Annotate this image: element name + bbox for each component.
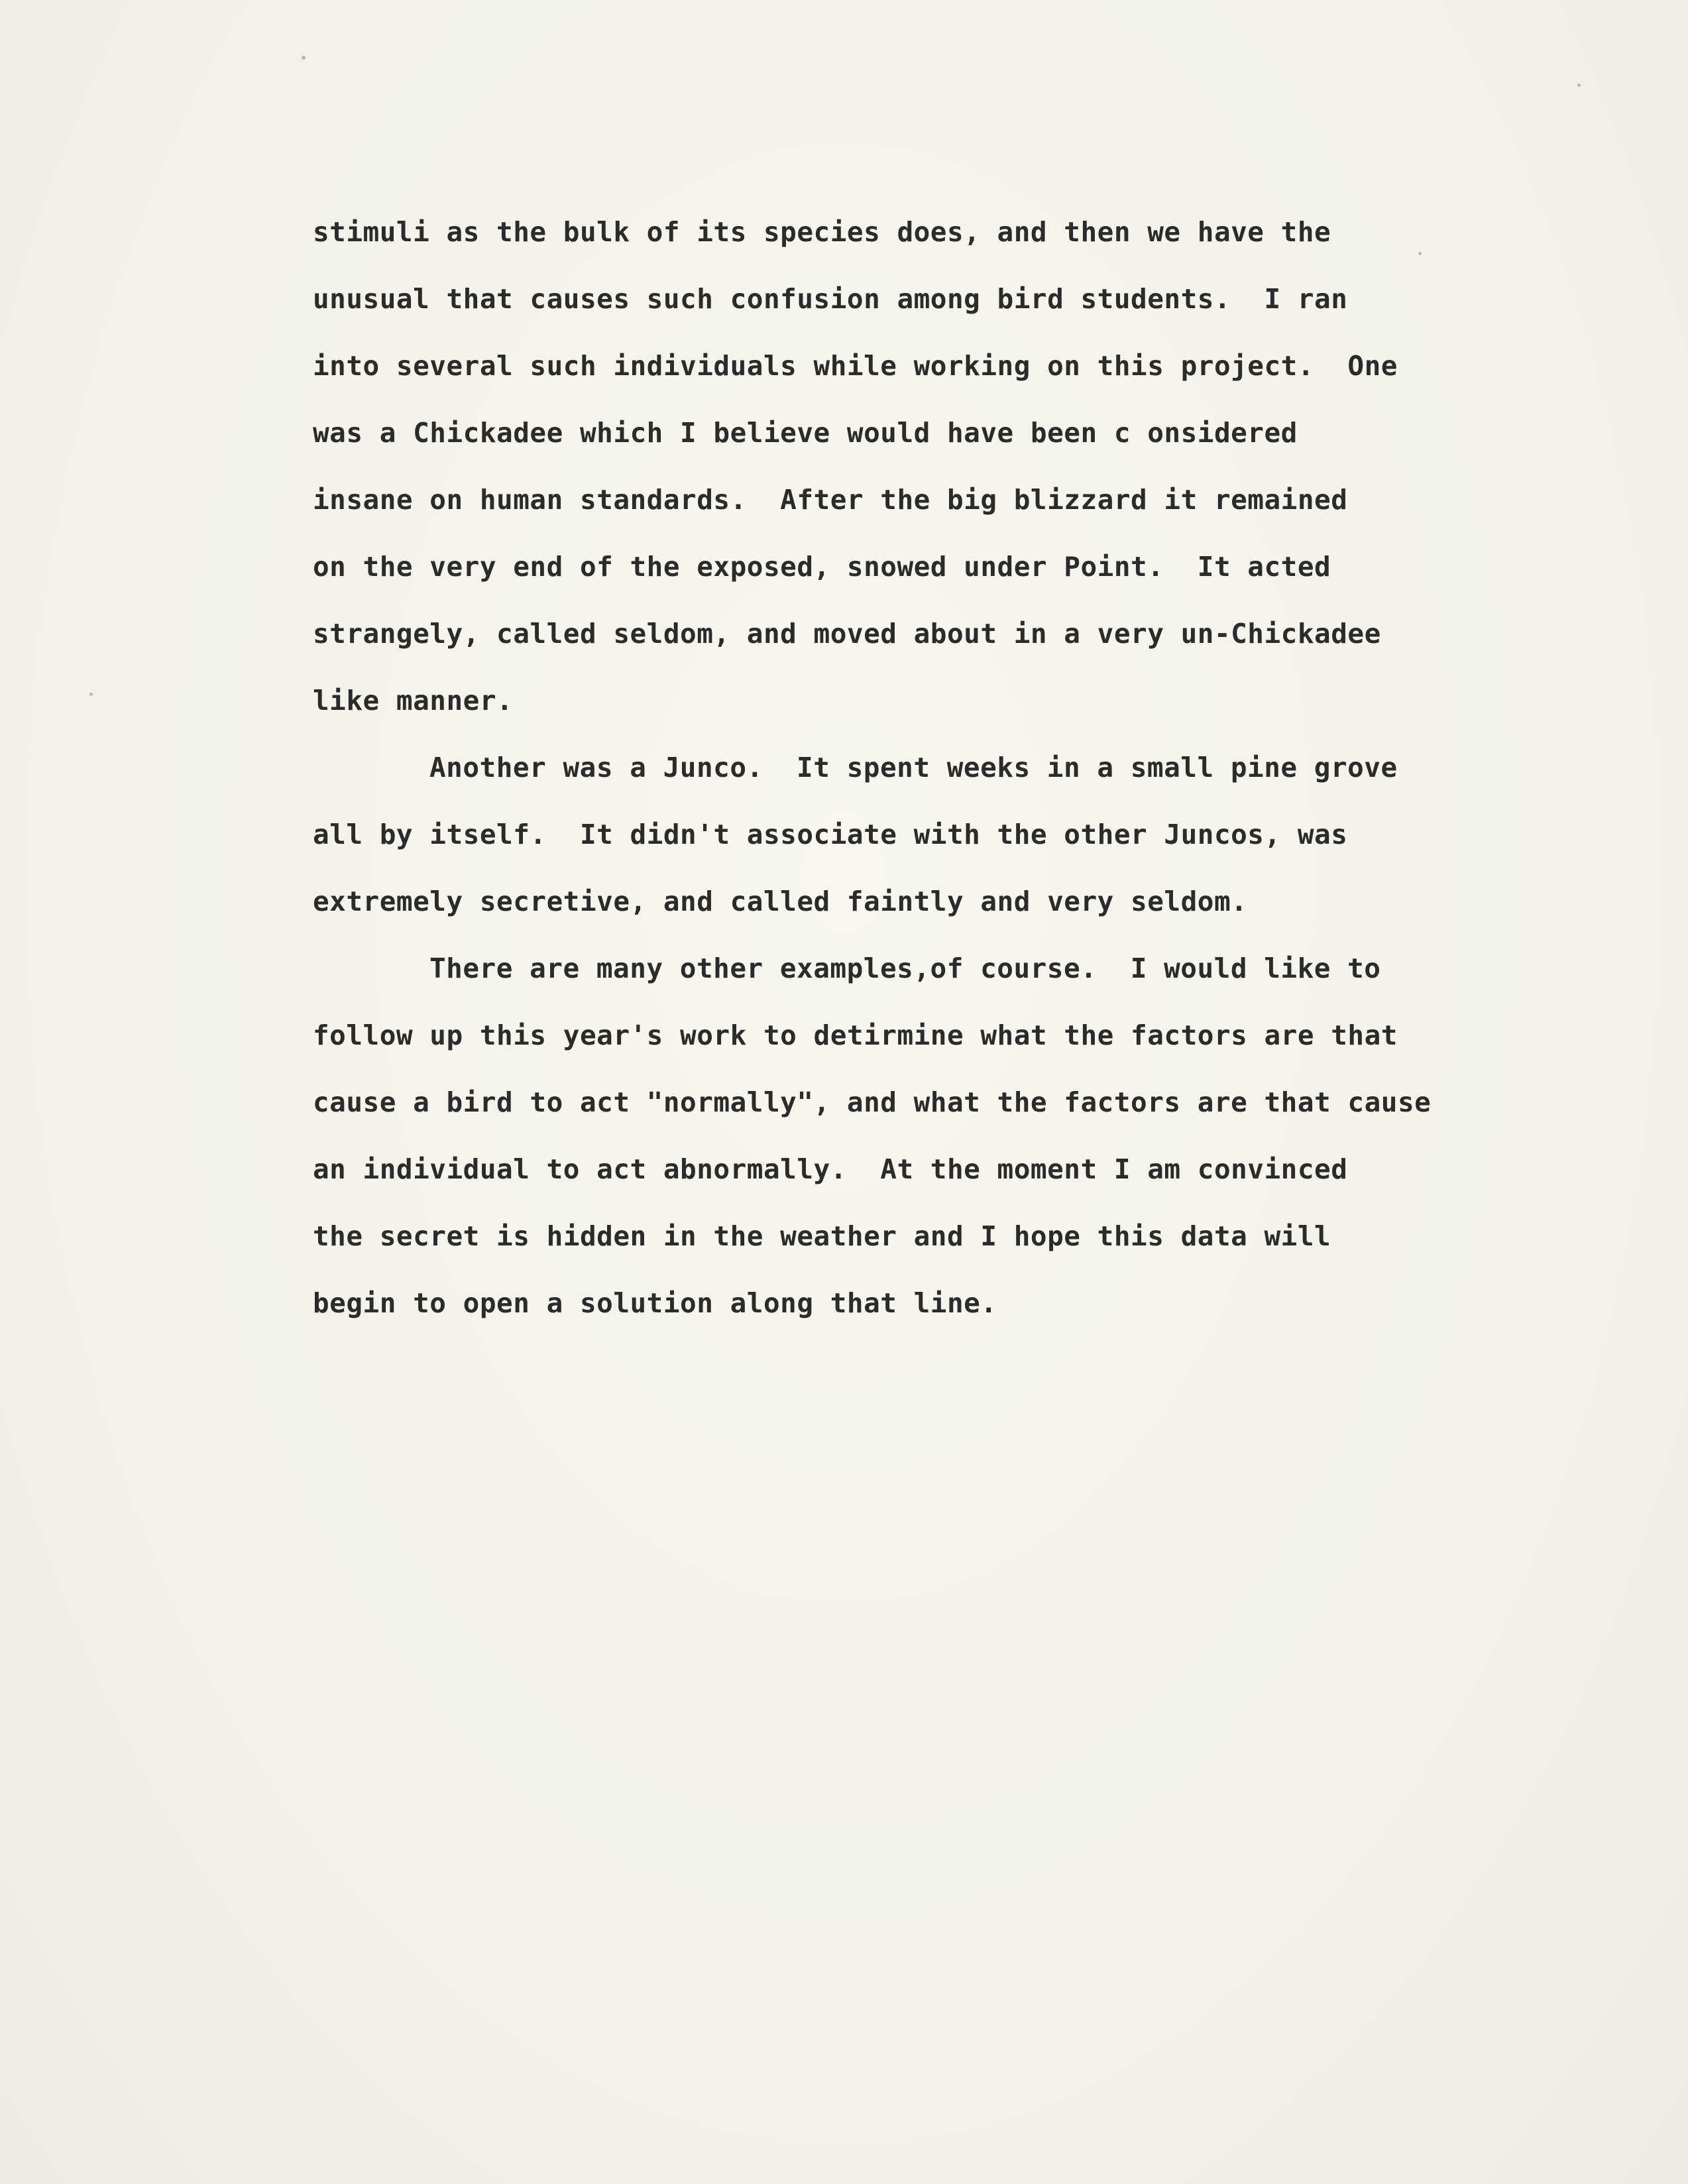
text-line: like manner.	[313, 685, 514, 717]
typed-text-body	[313, 211, 1466, 1349]
text-line: into several such individuals while working on this project. One	[313, 350, 1398, 382]
paper-speck	[1577, 84, 1581, 87]
text-line: stimuli as the bulk of its species does, and then we have the	[313, 216, 1331, 248]
paragraph-start-line: Another was a Junco. It spent weeks in a small pine grove	[429, 752, 1398, 783]
text-line: unusual that causes such confusion among bird students. I ran	[313, 283, 1348, 315]
text-line: on the very end of the exposed, snowed under Point. It acted	[313, 551, 1331, 583]
text-line: cause a bird to act "normally", and what the factors are that cause	[313, 1086, 1432, 1118]
text-line: insane on human standards. After the big blizzard it remained	[313, 484, 1348, 516]
text-line: an individual to act abnormally. At the moment I am convinced	[313, 1153, 1348, 1185]
text-line: begin to open a solution along that line.	[313, 1287, 997, 1319]
text-line: the secret is hidden in the weather and I hope this data will	[313, 1220, 1331, 1252]
paper-speck	[302, 56, 306, 60]
text-line: extremely secretive, and called faintly and very seldom.	[313, 886, 1248, 917]
paragraph-start-line: There are many other examples,of course. I would like to	[429, 952, 1381, 984]
text-line: follow up this year's work to detirmine what the factors are that	[313, 1019, 1398, 1051]
paper-speck	[89, 693, 93, 696]
text-line: strangely, called seldom, and moved about in a very un-Chickadee	[313, 618, 1381, 650]
text-line: all by itself. It didn't associate with the other Juncos, was	[313, 819, 1348, 850]
text-line: was a Chickadee which I believe would have been c onsidered	[313, 417, 1298, 449]
